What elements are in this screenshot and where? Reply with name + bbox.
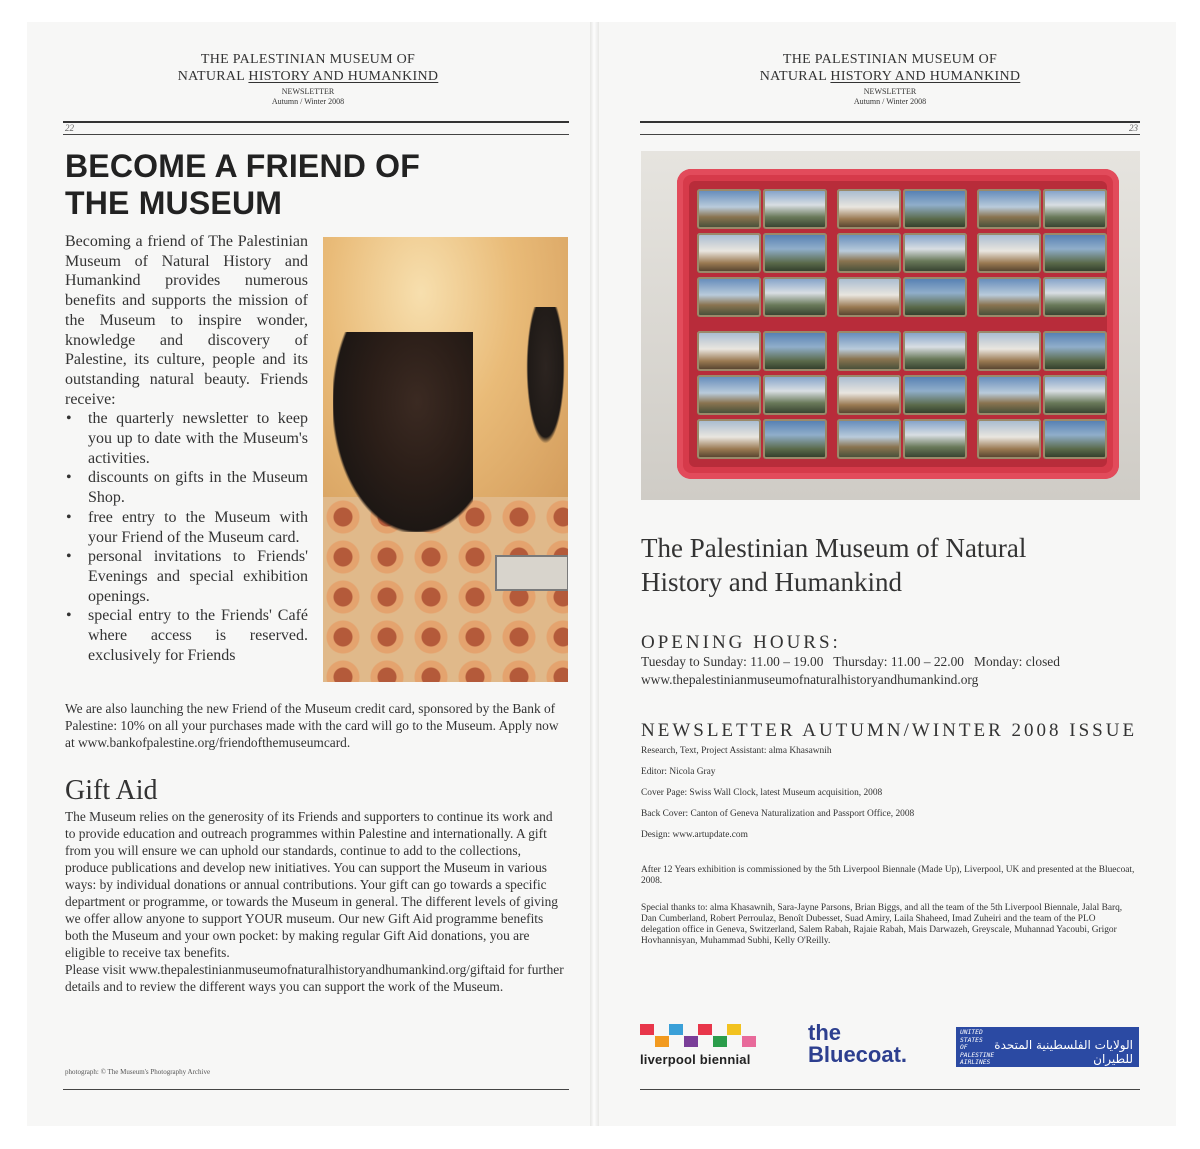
- gift-aid-title: Gift Aid: [65, 775, 158, 806]
- chocolate-square: [697, 375, 761, 415]
- airlines-word: PALESTINE: [960, 1051, 995, 1059]
- chocolate-square: [763, 189, 827, 229]
- museum-title-line1: The Palestinian Museum of Natural: [641, 533, 1027, 563]
- chocolate-square: [697, 189, 761, 229]
- gift-aid-visit: Please visit www.thepalestinianmuseumofnaturalhistoryandhumankind.org/giftaid for further details and to review the different ways you can support the work of the Museum.: [65, 962, 564, 994]
- bluecoat-line1: the: [808, 1020, 841, 1045]
- bluecoat-line2: Bluecoat.: [808, 1042, 908, 1067]
- chocolate-square: [903, 331, 967, 371]
- friend-headline: [65, 148, 445, 222]
- chocolate-square: [837, 189, 901, 229]
- benefit-text: the quarterly newsletter to keep you up to date with the Museum's activities.: [88, 410, 308, 467]
- photo-floor-display-case: [495, 555, 568, 591]
- airlines-word: AIRLINES: [960, 1059, 991, 1066]
- chocolate-square: [1043, 419, 1107, 459]
- masthead-newsletter: NEWSLETTER: [281, 87, 335, 96]
- right-header-rule: [640, 121, 1140, 123]
- chocolate-square: [697, 233, 761, 273]
- credit-card-paragraph: We are also launching the new Friend of the Museum credit card, sponsored by the Bank of Palestine: 10% on all your purchases made with the card will go to the Museum. Apply now at www.bankofpalestine.org/friendofthemuseumcard.: [65, 701, 559, 750]
- liverpool-biennial-text: liverpool biennial: [640, 1052, 751, 1067]
- headline-line1: BECOME A FRIEND OF: [65, 148, 421, 184]
- palestine-airlines-logo: [956, 1027, 1139, 1067]
- left-page-number: 22: [65, 123, 74, 133]
- chocolate-square: [763, 277, 827, 317]
- chocolate-square: [763, 375, 827, 415]
- benefit-item: • discounts on gifts in the Museum Shop.: [66, 469, 308, 507]
- liverpool-biennial-logo: [640, 1024, 760, 1070]
- masthead-newsletter: NEWSLETTER: [863, 87, 917, 96]
- chocolate-square: [697, 277, 761, 317]
- special-thanks: Special thanks to: alma Khasawnih, Sara-Jayne Parsons, Brian Biggs, and all the team of the 5th Liverpool Biennale, Jalal Barq, Dan Cumberland, Robert Perroulaz, Benoît Dubesset, Suad Amiry, Laila Shaheed, Imad Zuheiri and the team of the PLO delegation office in Geneva, Switzerland, Salem Rabah, Rajaie Rabah, Mais Darwazeh, Greyscale, Muhannad Yacoubi, Grigor Hovhannisyan, Muhammad Subhi, Kelly O'Reilly.: [641, 903, 1123, 946]
- friend-intro: [65, 232, 308, 665]
- credit-line: Cover Page: Swiss Wall Clock, latest Museum acquisition, 2008: [641, 788, 883, 798]
- benefit-item: • the quarterly newsletter to keep you up to date with the Museum's activities.: [66, 410, 308, 467]
- chocolate-square: [763, 331, 827, 371]
- chocolate-square: [837, 375, 901, 415]
- left-masthead: [158, 51, 458, 106]
- chocolate-square: [977, 233, 1041, 273]
- left-header-rule-thin: [63, 134, 569, 135]
- chocolate-square: [837, 331, 901, 371]
- chocolate-square: [903, 277, 967, 317]
- masthead-line2-underlined: HISTORY AND HUMANKIND: [248, 69, 439, 84]
- left-header-rule: [63, 121, 569, 123]
- bluecoat-logo: [808, 1022, 907, 1066]
- newsletter-issue-title: NEWSLETTER AUTUMN/WINTER 2008 ISSUE: [641, 720, 1138, 741]
- logo-color-square: [742, 1036, 756, 1047]
- opening-hours-block: [641, 653, 1141, 689]
- page-gutter: [590, 22, 599, 1126]
- benefit-item: • personal invitations to Friends' Evenings and special exhibition openings.: [66, 548, 308, 605]
- chocolate-square: [697, 331, 761, 371]
- benefit-text: free entry to the Museum with your Friend of the Museum card.: [88, 508, 308, 546]
- chocolate-square: [903, 233, 967, 273]
- benefit-item: • special entry to the Friends' Café where access is reserved. exclusively for Friends: [66, 607, 308, 664]
- masthead-line1: THE PALESTINIAN MUSEUM OF: [200, 52, 416, 67]
- photo-crouching-figure: [333, 332, 473, 532]
- chocolate-square: [977, 277, 1041, 317]
- credit-line: Research, Text, Project Assistant: alma Khasawnih: [641, 746, 832, 756]
- museum-visitor-photo: [323, 237, 568, 682]
- tray-compartments: [689, 181, 1107, 467]
- masthead-issue: Autumn / Winter 2008: [853, 97, 927, 106]
- chocolate-square: [697, 419, 761, 459]
- exhibition-note: After 12 Years exhibition is commissioned by the 5th Liverpool Biennale (Made Up), Liverpool, UK and presented at the Bluecoat, 2008.: [641, 865, 1135, 886]
- chocolate-square: [977, 419, 1041, 459]
- chocolate-square: [903, 189, 967, 229]
- photo-standing-figure: [523, 307, 568, 457]
- right-masthead: [740, 51, 1040, 106]
- logo-color-square: [640, 1024, 654, 1035]
- chocolate-square: [1043, 277, 1107, 317]
- chocolate-square: [763, 233, 827, 273]
- masthead-line2: [158, 68, 458, 85]
- logo-color-square: [669, 1024, 683, 1035]
- red-tray: [677, 169, 1119, 479]
- chocolate-tray-photo: [641, 151, 1140, 500]
- gift-aid-paragraph: The Museum relies on the generosity of its Friends and supporters to continue its work and to provide education and outreach programmes within Palestine and internationally. A gift from you will ensure we can uphold our standards, continue to add to the collections, produce publications and develop new initiatives. You can support the Museum in various ways: by individual donations or annual contributions. Your gift can go towards a specific department or programme, or towards the Museum in general. The different levels of giving we offer allow anyone to support YOUR museum. Our new Gift Aid programme benefits both the Museum and your own pocket: by making regular Gift Aid donations, you are eligible to receive tax benefits.: [65, 809, 558, 960]
- museum-title-line2: History and Humankind: [641, 567, 902, 597]
- masthead-line2-prefix: NATURAL: [177, 69, 249, 84]
- credit-line: Back Cover: Canton of Geneva Naturalization and Passport Office, 2008: [641, 809, 915, 819]
- credit-line: Design: www.artupdate.com: [641, 830, 748, 840]
- logo-color-square: [684, 1036, 698, 1047]
- chocolate-square: [1043, 189, 1107, 229]
- museum-website: www.thepalestinianmuseumofnaturalhistoryandhumankind.org: [641, 672, 979, 687]
- headline-line2: THE MUSEUM: [65, 185, 283, 221]
- masthead-line1: THE PALESTINIAN MUSEUM OF: [782, 52, 998, 67]
- newsletter-credits: [641, 746, 1141, 851]
- chocolate-square: [977, 331, 1041, 371]
- chocolate-square: [1043, 375, 1107, 415]
- left-footer-rule: [63, 1089, 569, 1090]
- gift-aid-section: [65, 808, 565, 995]
- museum-title: [641, 531, 1121, 599]
- chocolate-square: [903, 375, 967, 415]
- chocolate-square: [763, 419, 827, 459]
- chocolate-square: [1043, 331, 1107, 371]
- airlines-arabic-text: الولايات الفلسطينية المتحدة للطيران: [994, 1038, 1133, 1066]
- right-header-rule-thin: [640, 134, 1140, 135]
- logo-color-square: [713, 1036, 727, 1047]
- chocolate-square: [1043, 233, 1107, 273]
- photo-caption: photograph: © The Museum's Photography Archive: [65, 1068, 211, 1076]
- masthead-line2-underlined: HISTORY AND HUMANKIND: [830, 69, 1021, 84]
- masthead-line2: [740, 68, 1040, 85]
- benefit-text: special entry to the Friends' Café where access is reserved. exclusively for Friends: [88, 607, 308, 664]
- chocolate-square: [837, 277, 901, 317]
- chocolate-square: [837, 233, 901, 273]
- right-page-number: 23: [1129, 123, 1138, 133]
- intro-paragraph: Becoming a friend of The Palestinian Museum of Natural History and Humankind provides numerous benefits and supports the mission of the Museum to inspire wonder, knowledge and discovery of Palestine, its culture, people and its outstanding natural beauty. Friends receive:: [65, 233, 308, 408]
- opening-hours-text: Tuesday to Sunday: 11.00 – 19.00 Thursday: 11.00 – 22.00 Monday: closed: [641, 654, 1060, 669]
- chocolate-square: [977, 375, 1041, 415]
- logo-color-square: [655, 1036, 669, 1047]
- airlines-word: OF: [960, 1044, 968, 1051]
- benefit-item: • free entry to the Museum with your Friend of the Museum card.: [66, 508, 308, 546]
- benefit-text: personal invitations to Friends' Evenings and special exhibition openings.: [88, 548, 308, 605]
- airlines-word: UNITED: [960, 1029, 983, 1036]
- masthead-line2-prefix: NATURAL: [759, 69, 831, 84]
- right-footer-rule: [640, 1089, 1140, 1090]
- chocolate-square: [977, 189, 1041, 229]
- chocolate-square: [837, 419, 901, 459]
- opening-hours-title: OPENING HOURS:: [641, 632, 841, 653]
- airlines-word: STATES: [960, 1036, 983, 1044]
- masthead-issue: Autumn / Winter 2008: [271, 97, 345, 106]
- credit-line: Editor: Nicola Gray: [641, 767, 716, 777]
- benefit-text: discounts on gifts in the Museum Shop.: [88, 469, 308, 507]
- logo-color-square: [698, 1024, 712, 1035]
- benefits-list: [65, 409, 308, 665]
- chocolate-square: [903, 419, 967, 459]
- logo-color-square: [727, 1024, 741, 1035]
